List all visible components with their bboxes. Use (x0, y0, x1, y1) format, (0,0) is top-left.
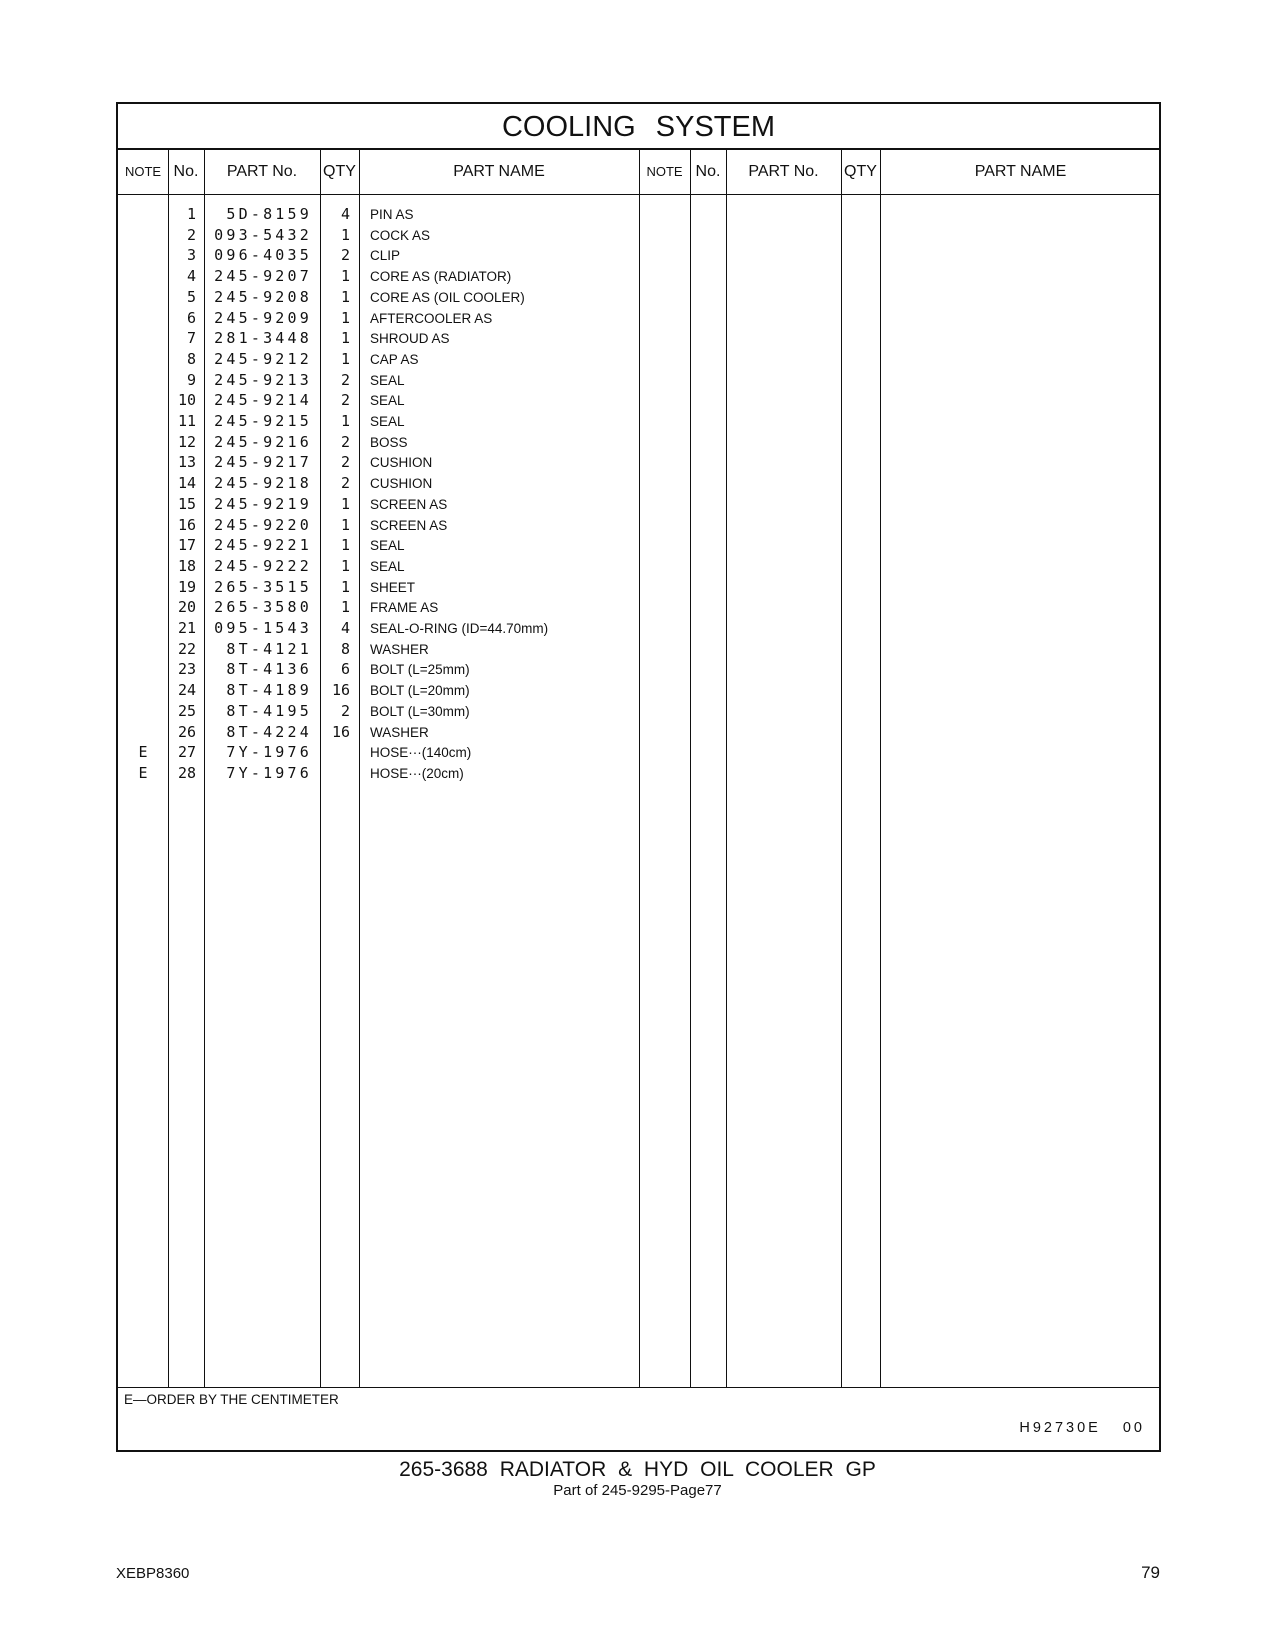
row-part-number: 245-9215 (214, 412, 312, 430)
drawing-code-value: H92730E (1019, 1420, 1101, 1436)
row-number: 5 (186, 287, 196, 306)
row-note: E (138, 743, 148, 762)
row-number: 21 (177, 619, 196, 637)
table-row (118, 308, 1159, 330)
row-part-name: AFTERCOOLER AS (370, 310, 493, 326)
group-subcaption: Part of 245-9295-Page77 (553, 1482, 722, 1499)
header-note: NOTE (124, 164, 162, 179)
table-row (118, 494, 1159, 516)
table-row (118, 659, 1159, 681)
row-part-number: 8T-4195 (226, 701, 312, 720)
row-part-number: 095-1543 (214, 619, 312, 637)
row-part-number: 245-9212 (214, 349, 312, 368)
row-part-number: 8T-4121 (226, 639, 312, 658)
table-row (118, 411, 1159, 433)
table-row (118, 473, 1159, 495)
row-quantity: 6 (340, 660, 350, 679)
row-number: 2 (186, 225, 196, 244)
row-part-name: CAP AS (370, 351, 419, 367)
row-quantity: 2 (340, 432, 350, 451)
table-row (118, 370, 1159, 392)
row-number: 1 (186, 205, 196, 223)
row-part-number: 8T-4136 (226, 660, 312, 679)
row-quantity: 1 (340, 598, 350, 617)
row-quantity: 1 (340, 494, 350, 513)
parts-table-frame (116, 102, 1161, 1452)
row-quantity: 2 (340, 246, 350, 265)
table-row (118, 204, 1159, 226)
row-part-number: 093-5432 (214, 225, 312, 244)
row-number: 26 (177, 722, 196, 741)
row-part-number: 245-9221 (214, 536, 312, 555)
row-quantity: 1 (340, 329, 350, 348)
row-part-name: FRAME AS (370, 600, 439, 616)
row-part-name: SEAL (370, 558, 405, 574)
row-quantity: 2 (340, 474, 350, 493)
row-number: 9 (186, 370, 196, 389)
row-quantity: 1 (340, 412, 350, 430)
row-part-name: SEAL (370, 414, 405, 429)
row-number: 22 (177, 639, 196, 658)
row-quantity: 16 (331, 681, 350, 700)
row-part-number: 245-9217 (214, 453, 312, 472)
header-no: No. (173, 163, 199, 180)
header-part-no: PART No. (226, 163, 298, 180)
table-row (118, 432, 1159, 454)
table-row (118, 742, 1159, 764)
row-number: 18 (177, 556, 196, 575)
table-row (118, 245, 1159, 267)
table-row (118, 390, 1159, 412)
row-part-name: BOSS (370, 434, 408, 450)
table-row (118, 225, 1159, 247)
drawing-code-suffix: 00 (1122, 1420, 1145, 1436)
row-part-number: 245-9218 (214, 474, 312, 493)
header-divider (118, 194, 1159, 195)
row-number: 13 (177, 453, 196, 472)
header-no-right: No. (695, 163, 721, 180)
row-part-number: 245-9209 (214, 308, 312, 327)
header-qty: QTY (323, 163, 356, 180)
row-part-number: 245-9219 (214, 494, 312, 513)
row-number: 24 (177, 681, 196, 700)
row-quantity: 16 (331, 722, 350, 741)
row-number: 19 (177, 577, 196, 596)
row-part-number: 096-4035 (214, 246, 312, 265)
footnote: E—ORDER BY THE CENTIMETER (124, 1392, 339, 1407)
drawing-code (1019, 1420, 1145, 1436)
table-row (118, 639, 1159, 661)
body-bottom-divider (118, 1387, 1159, 1388)
row-number: 10 (177, 391, 196, 410)
table-row (118, 701, 1159, 723)
row-part-name: CORE AS (RADIATOR) (370, 269, 512, 285)
table-row (118, 722, 1159, 744)
row-part-name: BOLT (L=20mm) (370, 683, 470, 699)
table-row (118, 452, 1159, 474)
group-caption: 265-3688 RADIATOR & HYD OIL COOLER GP (399, 1458, 876, 1481)
row-part-number: 281-3448 (214, 329, 312, 348)
row-part-name: PIN AS (370, 207, 414, 222)
row-number: 12 (177, 432, 196, 451)
row-part-number: 245-9213 (214, 370, 312, 389)
row-number: 27 (177, 743, 196, 762)
row-part-number: 245-9207 (214, 267, 312, 286)
row-number: 3 (186, 246, 196, 265)
row-part-name: SEAL (370, 538, 405, 554)
row-part-name: WASHER (370, 641, 429, 657)
row-part-name: BOLT (L=25mm) (370, 662, 470, 678)
row-part-name: HOSE···(140cm) (370, 745, 472, 761)
table-row (118, 287, 1159, 309)
row-part-name: SEAL (370, 393, 405, 409)
row-quantity: 2 (340, 701, 350, 720)
row-quantity: 1 (340, 349, 350, 368)
row-part-number: 265-3580 (214, 598, 312, 617)
row-part-name: SEAL (370, 372, 405, 388)
row-part-name: SCREEN AS (370, 496, 448, 512)
row-quantity: 1 (340, 515, 350, 534)
row-part-name: SHROUD AS (370, 331, 450, 347)
row-number: 11 (177, 412, 196, 430)
row-number: 17 (177, 536, 196, 555)
row-quantity: 4 (340, 619, 350, 637)
page-number: 79 (1141, 1563, 1160, 1582)
table-row (118, 680, 1159, 702)
header-part-name-right: PART NAME (974, 163, 1067, 180)
row-part-number: 245-9216 (214, 432, 312, 451)
table-row (118, 266, 1159, 288)
table-row (118, 515, 1159, 537)
row-part-number: 7Y-1976 (226, 763, 312, 782)
row-part-name: CUSHION (370, 455, 433, 471)
header-part-no-right: PART No. (748, 163, 819, 180)
table-row (118, 349, 1159, 371)
row-part-name: CORE AS (OIL COOLER) (370, 289, 525, 305)
table-row (118, 618, 1159, 640)
row-part-number: 5D-8159 (226, 205, 312, 223)
row-quantity: 2 (340, 453, 350, 472)
row-number: 15 (177, 494, 196, 513)
header-qty-right: QTY (844, 163, 877, 180)
row-part-number: 245-9220 (214, 515, 312, 534)
row-part-number: 245-9208 (214, 287, 312, 306)
row-quantity: 1 (340, 577, 350, 596)
row-part-name: HOSE···(20cm) (370, 765, 464, 781)
row-quantity: 1 (340, 267, 350, 286)
row-part-name: CUSHION (370, 476, 433, 492)
row-number: 6 (186, 308, 196, 327)
row-part-number: 8T-4224 (226, 722, 312, 741)
table-row (118, 556, 1159, 578)
row-quantity: 1 (340, 556, 350, 575)
table-row (118, 328, 1159, 350)
row-quantity: 1 (340, 287, 350, 306)
row-number: 25 (177, 701, 196, 720)
table-row (118, 597, 1159, 619)
row-number: 4 (186, 267, 196, 286)
row-number: 23 (177, 660, 196, 679)
row-part-name: COCK AS (370, 227, 431, 243)
row-part-name: WASHER (370, 724, 429, 740)
header-part-name: PART NAME (453, 163, 545, 180)
header-note-right: NOTE (646, 164, 683, 179)
row-quantity: 1 (340, 308, 350, 327)
row-part-name: SHEET (370, 579, 416, 595)
table-row (118, 763, 1159, 785)
row-part-number: 265-3515 (214, 577, 312, 596)
row-quantity: 1 (340, 225, 350, 244)
table-row (118, 535, 1159, 557)
row-part-number: 7Y-1976 (226, 743, 312, 762)
document-id: XEBP8360 (116, 1565, 190, 1582)
row-part-name: SEAL-O-RING (ID=44.70mm) (370, 621, 549, 636)
row-part-name: BOLT (L=30mm) (370, 703, 470, 719)
row-number: 28 (177, 763, 196, 782)
row-note: E (138, 763, 148, 782)
row-part-number: 245-9214 (214, 391, 312, 410)
row-quantity: 1 (340, 536, 350, 555)
row-part-name: CLIP (370, 248, 401, 264)
row-quantity: 8 (340, 639, 350, 658)
row-quantity: 2 (340, 391, 350, 410)
section-title: COOLING SYSTEM (118, 104, 1159, 150)
row-number: 7 (186, 329, 196, 348)
row-number: 20 (177, 598, 196, 617)
table-row (118, 577, 1159, 599)
row-part-name: SCREEN AS (370, 517, 448, 533)
row-number: 16 (177, 515, 196, 534)
row-number: 8 (186, 349, 196, 368)
row-number: 14 (177, 474, 196, 493)
row-quantity: 4 (340, 205, 350, 223)
row-quantity: 2 (340, 370, 350, 389)
row-part-number: 8T-4189 (226, 681, 312, 700)
row-part-number: 245-9222 (214, 556, 312, 575)
